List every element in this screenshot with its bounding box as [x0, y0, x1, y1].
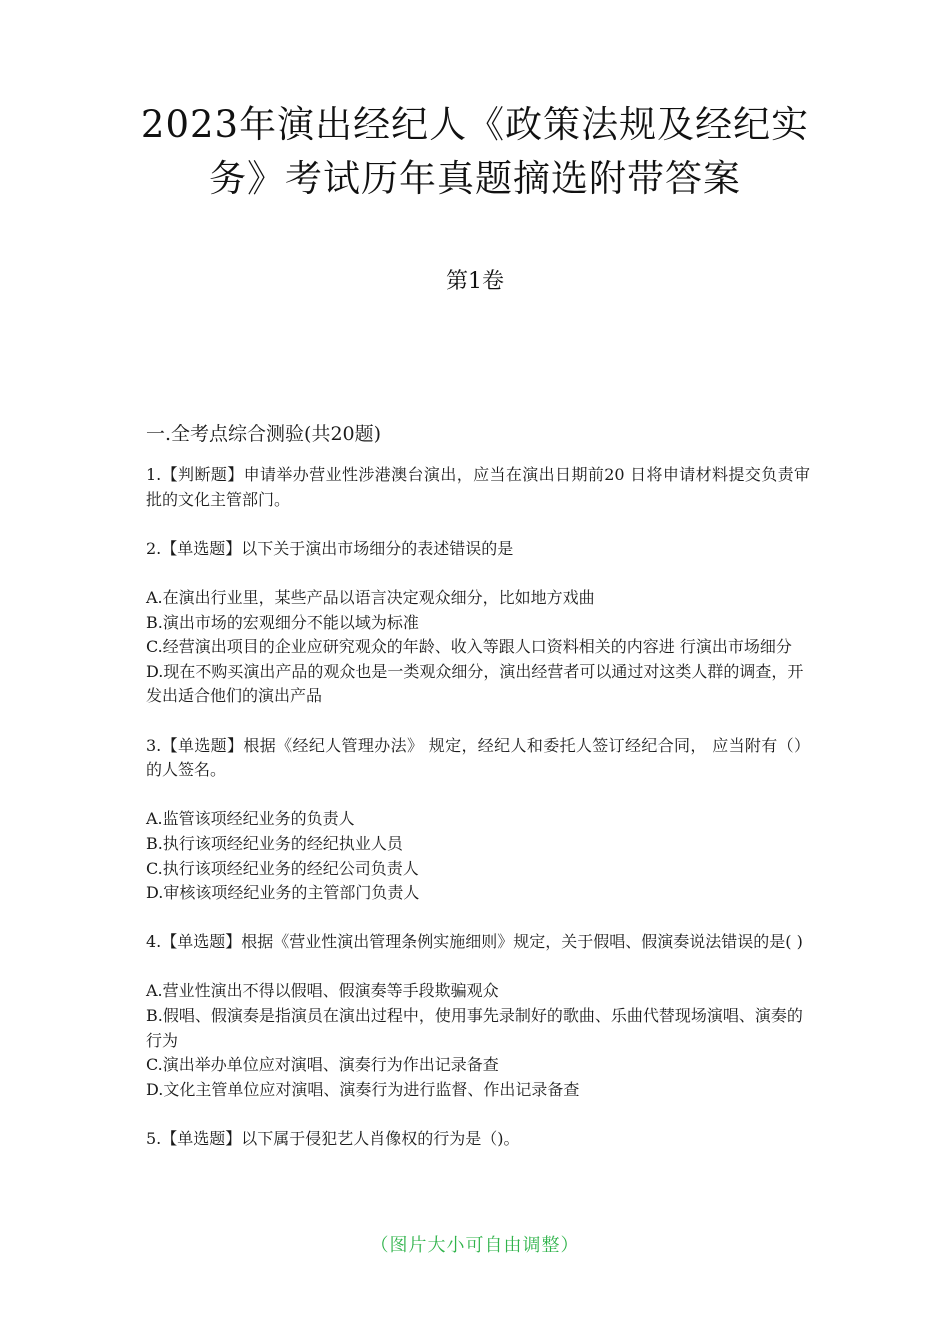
option-d: D.现在不购买演出产品的观众也是一类观众细分，演出经营者可以通过对这类人群的调查，开发出适合他们的演出产品	[146, 661, 804, 706]
question-4	[146, 930, 810, 1102]
question-list	[146, 463, 810, 1176]
question-text: 3.【单选题】根据《经纪人管理办法》 规定，经纪人和委托人签订经纪合同， 应当附有（）的人签名。	[146, 735, 810, 780]
option-c: C.经营演出项目的企业应研究观众的年龄、收入等跟人口资料相关的内容进 行演出市场细分	[146, 637, 792, 657]
option-b: B.执行该项经纪业务的经纪执业人员	[146, 833, 403, 853]
option-list	[146, 979, 810, 1102]
option-a: A.营业性演出不得以假唱、假演奏等手段欺骗观众	[146, 981, 499, 1001]
option-c: C.演出举办单位应对演唱、演奏行为作出记录备查	[146, 1055, 499, 1075]
title-line-2: 务》考试历年真题摘选附带答案	[209, 157, 741, 200]
question-text: 2.【单选题】以下关于演出市场细分的表述错误的是	[146, 538, 514, 558]
option-c: C.执行该项经纪业务的经纪公司负责人	[146, 858, 419, 878]
question-5	[146, 1127, 810, 1152]
option-d: D.审核该项经纪业务的主管部门负责人	[146, 883, 420, 903]
image-resize-note: （图片大小可自由调整）	[370, 1235, 580, 1256]
volume-label: 第1卷	[446, 269, 504, 294]
document-title	[90, 98, 860, 206]
question-text: 4.【单选题】根据《营业性演出管理条例实施细则》规定，关于假唱、假演奏说法错误的是( )	[146, 932, 803, 952]
section-heading: 一.全考点综合测验(共20题)	[146, 423, 382, 445]
option-list	[146, 586, 810, 709]
question-1	[146, 463, 810, 512]
option-b: B.演出市场的宏观细分不能以域为标准	[146, 612, 419, 632]
question-2	[146, 537, 810, 709]
question-text: 1.【判断题】申请举办营业性涉港澳台演出，应当在演出日期前20 日将申请材料提交负责审批的文化主管部门。	[146, 465, 810, 509]
question-text: 5.【单选题】以下属于侵犯艺人肖像权的行为是（)。	[146, 1129, 520, 1149]
option-b: B.假唱、假演奏是指演员在演出过程中，使用事先录制好的歌曲、乐曲代替现场演唱、演奏的行为	[146, 1006, 803, 1050]
option-a: A.在演出行业里，某些产品以语言决定观众细分，比如地方戏曲	[146, 587, 595, 607]
option-list	[146, 807, 810, 905]
question-3	[146, 734, 810, 906]
title-line-1: 2023年演出经纪人《政策法规及经纪实	[140, 103, 810, 146]
option-d: D.文化主管单位应对演唱、演奏行为进行监督、作出记录备查	[146, 1079, 580, 1099]
option-a: A.监管该项经纪业务的负责人	[146, 809, 355, 829]
